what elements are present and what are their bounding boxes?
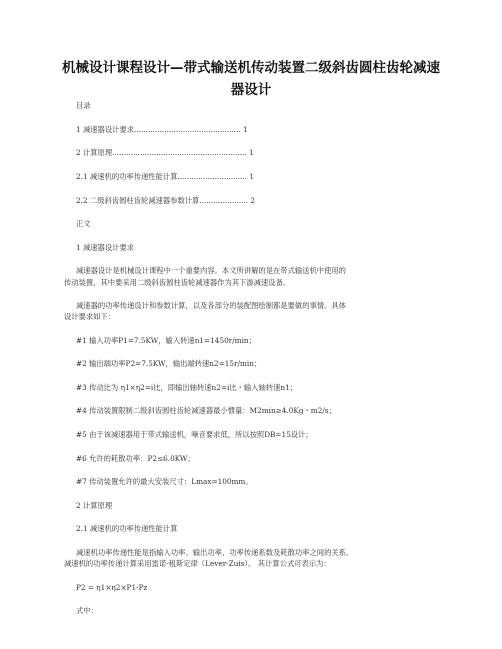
requirement-4: #4 传动装置限制二级斜齿圆柱齿轮减速器最小惯量：M2min≥4.0Kg・m2/s； xyxy=(76,406,336,415)
formula-where-label: 式中： xyxy=(76,606,98,615)
requirement-7: #7 传动装置允许的最大安装尺寸：Lmax=100mm。 xyxy=(76,477,253,486)
formula: P2 = η1×η2×P1-Pz xyxy=(76,583,148,592)
toc-item-3[interactable]: 2.1 减速机的功率传递性能计算.............................. 1 xyxy=(76,172,255,181)
paragraph-1-line-2: 传动装置，其中要采用二级斜齿圆柱齿轮减速器作为其下游减速设备。 xyxy=(64,278,291,287)
section-2-1-heading: 2.1 减速机的功率传递性能计算 xyxy=(76,524,178,533)
section-label: 正文 xyxy=(76,219,91,228)
toc-heading: 目录 xyxy=(76,101,91,110)
paragraph-1-line-1: 减速器设计是机械设计课程中一个重要内容。本文所讲解的是在带式输送机中使用的 xyxy=(76,266,346,275)
requirement-2: #2 输出端功率P2=7.5KW，输出端转速n2=15r/min； xyxy=(76,359,262,368)
title-line-1: 机械设计课程设计—带式输送机传动装置二级斜齿圆柱齿轮减速 xyxy=(62,60,440,76)
toc-item-4[interactable]: 2.2 二级斜齿圆柱齿轮减速器参数计算..................... 2 xyxy=(76,196,256,205)
toc-item-1[interactable]: 1 减速器设计要求.............................................. 1 xyxy=(76,125,248,134)
requirement-1: #1 输入功率P1=7.5KW，输入转速n1=1450r/min； xyxy=(76,336,256,345)
title-line-2: 器设计 xyxy=(230,82,272,98)
requirement-6: #6 允许的耗散功率：P2≤6.0KW； xyxy=(76,454,195,463)
paragraph-2-line-1: 减速器的功率传递设计和参数计算，以及各部分的装配图绘制都是要做的事情。具体 xyxy=(76,301,346,310)
paragraph-3-line-2: 减速机的功率传递计算采用雷诺-租斯定律（Lever-Zuis）。 其计算公式可表示为： xyxy=(64,559,331,568)
paragraph-3-line-1: 减速机功率传递性能是指输入功率、输出功率、功率传递系数及耗散功率之间的关系。 xyxy=(76,548,354,557)
document-title xyxy=(40,57,462,101)
section-2-heading: 2 计算原理 xyxy=(76,501,113,510)
toc-item-2[interactable]: 2 计算原理.......................................................... 1 xyxy=(76,148,254,157)
requirement-5: #5 由于该减速器用于带式输送机，噪音要求低，所以按照DB=15设计； xyxy=(76,430,313,439)
section-1-heading: 1 减速器设计要求 xyxy=(76,243,135,252)
paragraph-2-line-2: 设计要求如下： xyxy=(64,312,116,321)
requirement-3: #3 传动比为 η1×η2=i比，即输出轴转速n2=i比・输入轴转速n1； xyxy=(76,383,298,392)
